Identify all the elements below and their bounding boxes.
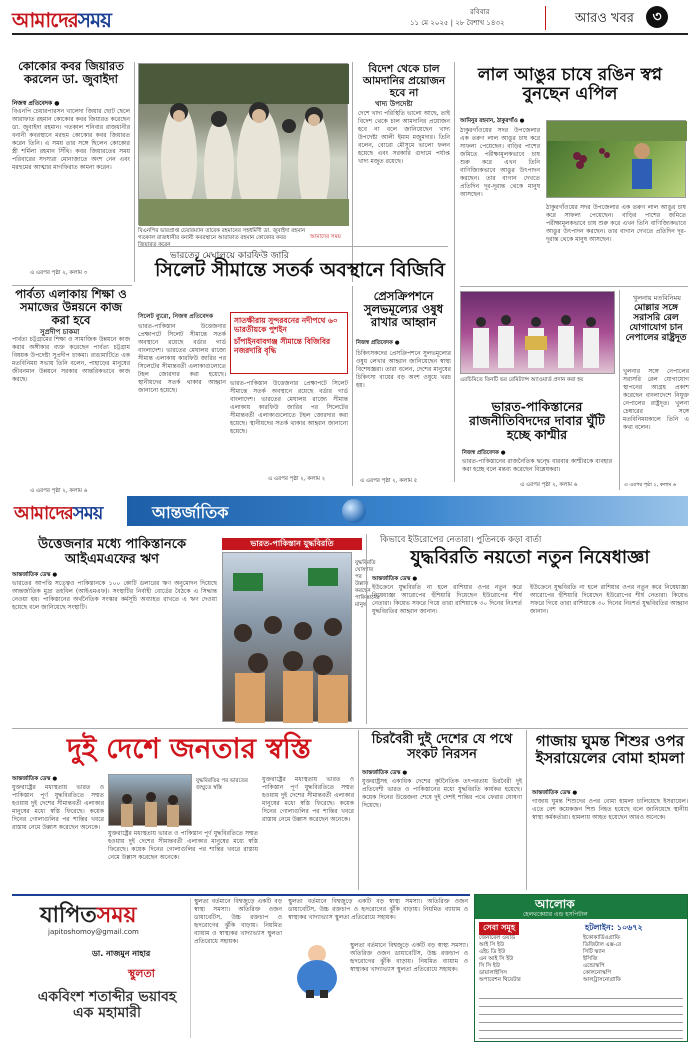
- a8-body: খুলনার সঙ্গে নেপালের সরাসরি রেল যোগাযোগ স্থাপনের আগ্রহ প্রকাশ করেছেন বাংলাদেশে নিযুক্ত নেপালের রাষ্ট্রদূত। খুলনা চেম্বারের সঙ্গে মতবিনিময়কালে তিনি এ কথা বলেন।: [623, 368, 689, 431]
- col-rule-3: [454, 62, 455, 482]
- b6-title[interactable]: গাজায় ঘুমন্ত শিশুর ওপর ইসরায়েলের বোমা হামলা: [535, 732, 685, 767]
- row-rule-b4: [12, 728, 688, 729]
- service-item: জেনারেল ওয়ার্ড: [479, 935, 516, 941]
- a3-title[interactable]: লাল আঙুর চাষে রঙিন স্বপ্ন বুনছেন এপিল: [477, 65, 663, 105]
- service-item: অপারেশন থিয়েটার: [479, 977, 521, 983]
- a6-body: চিকিৎসকদের প্রেসক্রিপশনে সুলভমূল্যের ওষুধ লেখার আহ্বান জানিয়েছেন স্বাস্থ্য বিশেষজ্ঞরা। তারা বলেন, দেশের মানুষের চিকিৎসা ব্যয়ের বড় অংশ ওষুধে খরচ হয়।: [356, 350, 451, 389]
- photo1-figures: [139, 64, 349, 226]
- masthead-divider: [545, 6, 546, 30]
- photo-ceasefire-celebration: [222, 552, 352, 722]
- alok-ad-fineprint: [479, 995, 683, 1039]
- a4-bullet-1: সাতক্ষীরায় সুন্দরবনের নদীপথে ৬০ ভারতীয়কে পুশইন: [234, 316, 338, 334]
- a8-jump[interactable]: এ এরপর পৃষ্ঠা ২, কলাম ৬: [624, 482, 677, 488]
- b5-byline: আন্তর্জাতিক ডেস্ক ●: [362, 770, 408, 776]
- banner-logo-left: আমাদের: [14, 503, 73, 524]
- a4-bullets-box: [230, 312, 348, 374]
- c1-topic: স্থুলতা: [128, 967, 155, 980]
- b4-body-3: যুক্তরাষ্ট্রের মধ্যস্থতায় ভারত ও পাকিস্তান পূর্ণ যুদ্ধবিরতিতে সম্মত হওয়ায় দুই দেশের সীমান্তবর্তী এলাকার মানুষের মধ্যে স্বস্তি ফিরেছে। কয়েক দিনের গোলাগুলির পর শান্তির খবরে রাস্তায় নেমে উল্লাস করেছেন অনেকে।: [262, 776, 354, 823]
- a8-kicker: খুলনায় মতবিনিময়: [633, 294, 681, 302]
- a4-byline: সিলেট ব্যুরো, নিজস্ব প্রতিবেদক: [138, 313, 214, 320]
- photo-grape-garden: [546, 120, 686, 198]
- service-item: সি সি ইউ: [479, 963, 501, 969]
- a1-jump[interactable]: এ এরপর পৃষ্ঠা ২, কলাম ৩: [30, 270, 88, 276]
- row-rule-a4: [138, 246, 448, 247]
- a4-body-2: ভারত-পাকিস্তান উত্তেজনার প্রেক্ষাপটে সিলেট সীমান্তে সতর্ক অবস্থানে রয়েছে বর্ডার গার্ড বাংলাদেশ। ভারতের মেঘালয় রাজ্যে সীমান্ত এলাকায় কারফিউ জারির পর সিলেটের সীমান্তবর্তী এলাকাগুলোতে টহল জোরদার করা হয়েছে। স্থানীয়দের সতর্ক থাকার আহ্বান জানানো হয়েছে।: [230, 380, 348, 435]
- a4-kicker: ভারতের মেঘালয়ে কারফিউ জারি: [170, 251, 289, 261]
- logo-text-right: সময়: [77, 8, 111, 32]
- masthead-rule: [12, 33, 688, 35]
- b3-body-2: ইউক্রেনে যুদ্ধবিরতি না হলে রাশিয়ার ওপর নতুন করে নিষেধাজ্ঞা আরোপের হুঁশিয়ারি দিয়েছেন ইউরোপের শীর্ষ নেতারা। কিয়েভ সফরে গিয়ে তারা রাশিয়াকে ৩০ দিনের নিঃশর্ত যুদ্ধবিরতির আহ্বান জানান।: [530, 584, 688, 615]
- service-item: আই সি ইউ: [479, 942, 505, 948]
- b2-title[interactable]: ভারত-পাকিস্তান যুদ্ধবিরতি: [250, 539, 334, 548]
- photo1-credit: আমাদের সময়: [310, 234, 341, 240]
- col-rule-5: [619, 290, 620, 490]
- b3-title[interactable]: যুদ্ধবিরতি নয়তো নতুন নিষেধাজ্ঞা: [410, 547, 650, 568]
- b4-body-2: যুক্তরাষ্ট্রের মধ্যস্থতায় ভারত ও পাকিস্তান পূর্ণ যুদ্ধবিরতিতে সম্মত হওয়ায় দুই দেশের সীমান্তবর্তী এলাকার মানুষের মধ্যে স্বস্তি ফিরেছে। কয়েক দিনের গোলাগুলির পর শান্তির খবরে রাস্তায় নেমে উল্লাস করেছেন অনেকে।: [108, 830, 258, 861]
- photo-obesity-illustration: [288, 940, 346, 998]
- photo-jubaida-grave: [138, 63, 348, 225]
- c1-title-right: সময়: [96, 903, 137, 928]
- b5-body: যুক্তরাষ্ট্রসহ একাধিক দেশের কূটনৈতিক তৎপরতায় চিরবৈরী দুই প্রতিবেশী ভারত ও পাকিস্তানের মধ্যে যুদ্ধবিরতি কার্যকর হয়েছে। কয়েক দিনের উত্তেজনা শেষে দুই দেশই শান্তির পথে ফেরার ঘোষণা দিয়েছে।: [362, 778, 522, 809]
- b4-title[interactable]: দুই দেশে জনতার স্বস্তি: [67, 732, 311, 765]
- service-item: এইচ ডি ইউ: [479, 949, 506, 955]
- b6-body: গাজায় ঘুমন্ত শিশুদের ওপর বোমা হামলা চালিয়েছে ইসরায়েল। এতে বেশ কয়েকজন শিশু নিহত হয়েছে বলে জানিয়েছে স্থানীয় স্বাস্থ্য কর্মকর্তারা। হামলায় আহত হয়েছেন আরও অনেকে।: [532, 798, 688, 821]
- b2-title-bar: [222, 538, 362, 550]
- a4-jump[interactable]: এ এরপর পৃষ্ঠা ২, কলাম ২: [268, 476, 326, 482]
- photo3-figures: [461, 292, 616, 375]
- photo1-caption: বিএনপির ভারপ্রাপ্ত চেয়ারম্যান তারেক রহমানের সহধর্মিণী ডা. জুবাইদা রহমান গতকাল রাজধানীর বনানী কবরস্থানে আরাফাত রহমান কোকোর কবর জিয়ারত করেন: [138, 228, 306, 248]
- c1-author: ডা. নাজমুন নাহার: [92, 949, 151, 958]
- b4-body: যুক্তরাষ্ট্রের মধ্যস্থতায় ভারত ও পাকিস্তান পূর্ণ যুদ্ধবিরতিতে সম্মত হওয়ায় দুই দেশের সীমান্তবর্তী এলাকার মানুষের মধ্যে স্বস্তি ফিরেছে। কয়েক দিনের গোলাগুলির পর শান্তির খবরে রাস্তায় নেমে উল্লাস করেছেন অনেকে।: [12, 784, 104, 831]
- b1-byline: আন্তর্জাতিক ডেস্ক ●: [12, 572, 58, 578]
- service-item: আলট্রাসনোগ্রাফি: [583, 977, 622, 983]
- row-rule-a5: [12, 285, 132, 286]
- a7-byline: নিজস্ব প্রতিবেদক ●: [462, 450, 506, 456]
- a6-title[interactable]: প্রেসক্রিপশনে সুলভমূল্যের ওষুধ রাখার আহ্বান: [363, 289, 444, 329]
- masthead-date: ১১ মে ২০২৫ | ২৮ বৈশাখ ১৪৩২: [410, 19, 505, 27]
- service-item: এন্ডোস্কপি: [583, 963, 605, 969]
- a3-body: ঠাকুরগাঁওয়ের সদর উপজেলার এক তরুণ লাল আঙুর চাষ করে সাফল্য পেয়েছেন। বাড়ির পাশের জমিতে পরীক্ষামূলকভাবে চাষ শুরু করে এখন তিনি বাণিজ্যিকভাবে আঙুর উৎপাদন করছেন। তার বাগান দেখতে প্রতিদিন দূর-দূরান্ত থেকে মানুষ আসছেন।: [460, 127, 540, 198]
- b5-title[interactable]: চিরবৈরী দুই দেশের যে পথে সংকট নিরসন: [371, 732, 513, 762]
- col-rule-1: [134, 62, 135, 282]
- alok-ad-header: [475, 895, 687, 919]
- a7-body: ভারত-পাকিস্তানের রাজনৈতিক দ্বন্দ্বে বারবার কাশ্মীরকে ব্যবহার করা হচ্ছে বলে মন্তব্য করেছেন বিশ্লেষকরা।: [462, 458, 612, 473]
- photo-b2-crowd: [223, 553, 353, 723]
- service-item: সিটি স্ক্যান: [583, 949, 605, 955]
- photo-grape-figure: [547, 121, 687, 199]
- alok-ad[interactable]: [474, 894, 688, 1042]
- b2-caption: যুদ্ধবিরতি ঘোষণার পর উল্লাস করছেন পাকিস্তানের মানুষ: [355, 560, 380, 608]
- service-item: কোলনোস্কপি: [583, 970, 612, 976]
- a4-bullet-2: চাঁপাইনবাবগঞ্জ সীমান্তে বিজিবির নজরদারি বৃদ্ধি: [234, 337, 331, 355]
- a3-body-cont: ঠাকুরগাঁওয়ের সদর উপজেলার এক তরুণ লাল আঙুর চাষ করে সাফল্য পেয়েছেন। বাড়ির পাশের জমিতে পরীক্ষামূলকভাবে চাষ শুরু করে এখন তিনি বাণিজ্যিকভাবে আঙুর উৎপাদন করছেন। তার বাগান দেখতে প্রতিদিন দূর-দূরান্ত থেকে মানুষ আসছেন।: [546, 204, 686, 243]
- row-rule-1: [460, 286, 688, 287]
- b4-byline: আন্তর্জাতিক ডেস্ক ●: [12, 776, 58, 782]
- c1-title-left: যাপিত: [40, 903, 97, 928]
- col-rule-8: [526, 730, 527, 890]
- a2-body: দেশে খাদ্য পরিস্থিতি ভালো আছে, তাই বিদেশ থেকে চাল আমদানির প্রয়োজন হবে না বলে জানিয়েছেন খাদ্য উপদেষ্টা আলী ইমাম মজুমদার। তিনি বলেন, বোরো মৌসুমে ভালো ফলন হয়েছে এবং সরকারি গুদামে পর্যাপ্ত খাদ্য মজুত রয়েছে।: [358, 110, 450, 165]
- alok-brand: আলোক: [535, 897, 575, 911]
- a1-body: বিএনপি চেয়ারপারসন খালেদা জিয়ার ছোট ছেলে আরাফাত রহমান কোকোর কবর জিয়ারত করেছেন ডা. জুবাইদা রহমান। গতকাল শনিবার রাজধানীর বনানী কবরস্থানে মরহুম কোকোর কবর জিয়ারত করেন তিনি। এ সময় তার সঙ্গে ছিলেন কোকোর স্ত্রী শর্মিলা রহমান সিঁথি। কবর জিয়ারতের সময় পরিবারের সদস্যরা মোনাজাতে অংশ নেন এবং মরহুমের আত্মার মাগফিরাত কামনা করেন।: [12, 108, 130, 171]
- alok-subtitle: হেলথকেয়ার এন্ড হসপিটাল: [523, 911, 588, 918]
- a4-title[interactable]: সিলেট সীমান্তে সতর্ক অবস্থানে বিজিবি: [154, 259, 445, 281]
- a7-title[interactable]: ভারত-পাকিস্তানের রাজনীতিবিদদের দাবার ঘুঁটি হচ্ছে কাশ্মীর: [469, 399, 605, 442]
- service-item: ইকোকার্ডিওগ্রাফি: [583, 935, 620, 941]
- globe-icon: [342, 499, 366, 523]
- service-item: ডিজিটাল এক্স-রে: [583, 942, 622, 948]
- col-rule-7: [358, 730, 359, 890]
- service-item: ডায়ালাইসিস: [479, 970, 507, 976]
- page-number: ৩: [646, 6, 668, 28]
- alok-hotline[interactable]: হটলাইন: ১০৬৭২: [585, 923, 643, 932]
- photo3-caption: এরচিমিতে তিনটি ভর রেমিট্যান্স অ্যাওয়ার্ড প্রদান করা হয়: [460, 377, 584, 383]
- b3-body: ইউক্রেনে যুদ্ধবিরতি না হলে রাশিয়ার ওপর নতুন করে নিষেধাজ্ঞা আরোপের হুঁশিয়ারি দিয়েছেন ইউরোপের শীর্ষ নেতারা। কিয়েভ সফরে গিয়ে তারা রাশিয়াকে ৩০ দিনের নিঃশর্ত যুদ্ধবিরতির আহ্বান জানান।: [372, 584, 522, 615]
- b3-byline: আন্তর্জাতিক ডেস্ক ●: [372, 576, 418, 582]
- photo-b4-people: [109, 775, 193, 827]
- alok-services-left: [479, 935, 579, 984]
- photo-jammu-relief: [108, 774, 192, 826]
- a2-title[interactable]: বিদেশ থেকে চাল আমদানির প্রয়োজন হবে না: [362, 63, 446, 99]
- col-rule-6: [366, 534, 367, 724]
- b1-body: ভারতের আপত্তি সত্ত্বেও পাকিস্তানকে ১০০ কোটি ডলারের ঋণ অনুমোদন দিয়েছে আন্তর্জাতিক মুদ্রা তহবিল (আইএমএফ)। সংস্থাটির নির্বাহী বোর্ডের বৈঠকে এ সিদ্ধান্ত নেওয়া হয়। পাকিস্তানের অর্থনৈতিক সংস্কার কর্মসূচি অব্যাহত রাখতে এ ঋণ দেওয়া হয়েছে বলে জানিয়েছে সংস্থাটি।: [12, 580, 217, 611]
- service-item: ইসিজি: [583, 956, 598, 962]
- c1-headline[interactable]: একবিংশ শতাব্দীর ভয়াবহ এক মহামারী: [37, 989, 177, 1021]
- a2-byline: খাদ্য উপদেষ্টা: [375, 100, 413, 108]
- c1-divider: [190, 898, 191, 1038]
- b3-kicker: কিভাবে ইউরোপের নেতারা। পুতিনকে কড়া বার্তা: [380, 535, 542, 545]
- obesity-figure-icon: [288, 940, 346, 998]
- c1-email[interactable]: japitoshomoy@gmail.com: [48, 928, 139, 936]
- international-banner: [12, 496, 688, 526]
- service-item: এন আই সি ইউ: [479, 956, 514, 962]
- b6-byline: আন্তর্জাতিক ডেস্ক ●: [532, 790, 578, 796]
- banner-logo[interactable]: [14, 499, 102, 530]
- a7-jump[interactable]: এ এরপর পৃষ্ঠা ২, কলাম ৬: [520, 482, 578, 488]
- photo-award-ceremony: [460, 291, 615, 374]
- c1-body-2: স্থুলতা বর্তমানে বিশ্বজুড়ে একটি বড় স্বাস্থ্য সমস্যা। অতিরিক্ত ওজন ডায়াবেটিস, উচ্চ রক্তচাপ ও হৃদরোগের ঝুঁকি বাড়ায়। নিয়মিত ব্যায়াম ও স্বাস্থ্যকর খাদ্যাভ্যাস স্থুলতা প্রতিরোধে সহায়ক।: [288, 898, 468, 921]
- a4-body: ভারত-পাকিস্তান উত্তেজনার প্রেক্ষাপটে সিলেট সীমান্তে সতর্ক অবস্থানে রয়েছে বর্ডার গার্ড বাংলাদেশ। ভারতের মেঘালয় রাজ্যে সীমান্ত এলাকায় কারফিউ জারির পর সিলেটের সীমান্তবর্তী এলাকাগুলোতে টহল জোরদার করা হয়েছে। স্থানীয়দের সতর্ক থাকার আহ্বান জানানো হয়েছে।: [138, 323, 226, 394]
- a1-byline: নিজস্ব প্রতিবেদক ●: [12, 100, 60, 107]
- col-rule-4: [352, 286, 353, 486]
- masthead-day: রবিবার: [470, 8, 490, 16]
- c1-body-3: স্থুলতা বর্তমানে বিশ্বজুড়ে একটি বড় স্বাস্থ্য সমস্যা। অতিরিক্ত ওজন ডায়াবেটিস, উচ্চ রক্তচাপ ও হৃদরোগের ঝুঁকি বাড়ায়। নিয়মিত ব্যায়াম ও স্বাস্থ্যকর খাদ্যাভ্যাস স্থুলতা প্রতিরোধে সহায়ক।: [350, 942, 468, 973]
- a6-byline: নিজস্ব প্রতিবেদক ●: [356, 340, 400, 346]
- a6-jump[interactable]: এ এরপর পৃষ্ঠা ২, কলাম ৫: [360, 478, 418, 484]
- a3-byline: আমিনুর রহমান, ঠাকুরগাঁও ●: [460, 118, 525, 124]
- logo-text-left: আমাদের: [12, 8, 78, 32]
- a5-byline: সুপ্রদীপ চাকমা: [40, 328, 80, 336]
- col-rule-2: [352, 62, 353, 282]
- b1-title[interactable]: উত্তেজনার মধ্যে পাকিস্তানকে আইএমএফের ঋণ: [37, 537, 187, 567]
- banner-label: আন্তর্জাতিক: [152, 503, 229, 522]
- alok-services-right: [583, 935, 683, 984]
- section-label: আরও খবর: [575, 11, 634, 26]
- c1-body: স্থুলতা বর্তমানে বিশ্বজুড়ে একটি বড় স্বাস্থ্য সমস্যা। অতিরিক্ত ওজন ডায়াবেটিস, উচ্চ রক্তচাপ ও হৃদরোগের ঝুঁকি বাড়ায়। নিয়মিত ব্যায়াম ও স্বাস্থ্যকর খাদ্যাভ্যাস স্থুলতা প্রতিরোধে সহায়ক।: [194, 898, 282, 945]
- a5-title[interactable]: পার্বত্য এলাকায় শিক্ষা ও সমাজের উন্নয়নে কাজ করা হবে: [15, 287, 127, 327]
- a5-body: পার্বত্য চট্টগ্রামের শিক্ষা ও সামাজিক উন্নয়নে কাজ করার অঙ্গীকার ব্যক্ত করেছেন পার্বত্য চট্টগ্রাম বিষয়ক উপদেষ্টা সুপ্রদীপ চাকমা। রাঙামাটিতে এক মতবিনিময় সভায় তিনি বলেন, পাহাড়ের মানুষের জীবনমান উন্নয়নে সরকার আন্তরিকভাবে কাজ করছে।: [12, 336, 130, 383]
- banner-logo-right: সময়: [72, 503, 103, 524]
- alok-services-label: সেবা সমূহ: [479, 922, 519, 935]
- b4-caption: যুদ্ধবিরতির পর ভারতের জম্মুতে স্বস্তি: [196, 778, 248, 791]
- a8-title[interactable]: মোল্লার সঙ্গে সরাসরি রেল যোগাযোগ চান নেপালের রাষ্ট্রদূত: [625, 303, 687, 344]
- a5-jump[interactable]: এ এরপর পৃষ্ঠা ২, কলাম ৬: [30, 488, 88, 494]
- a1-title[interactable]: কোকোর কবর জিয়ারত করলেন ডা. জুবাইদা: [18, 59, 124, 86]
